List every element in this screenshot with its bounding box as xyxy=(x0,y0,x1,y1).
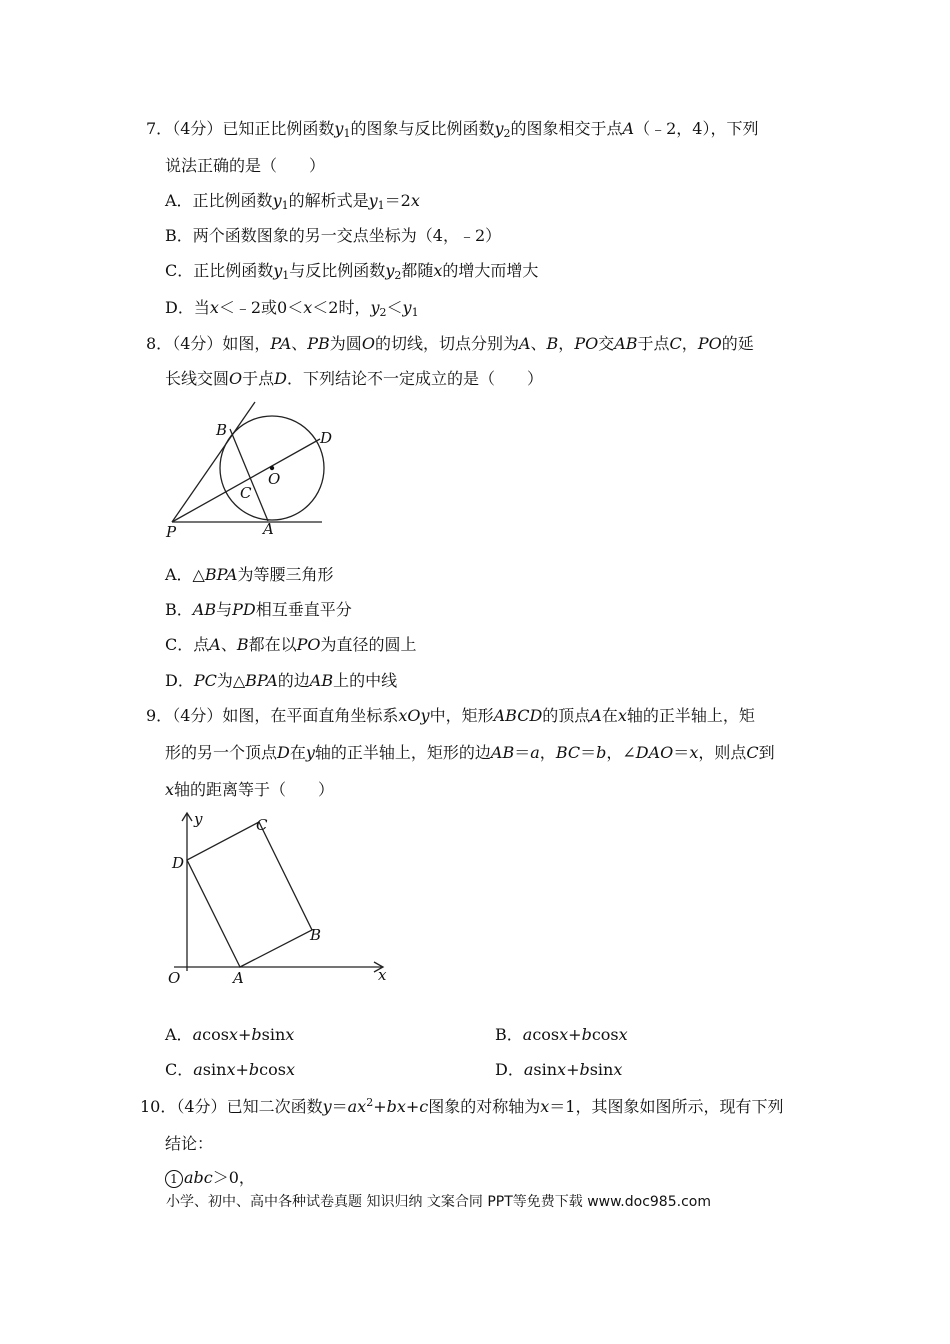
label-a: A xyxy=(263,520,274,538)
q9-option-b: B．acosx+bcosx xyxy=(495,1025,628,1044)
q7-option-a: A．正比例函数$y_1$的解析式是$y_1=2x$ xyxy=(165,191,420,212)
label-c: C xyxy=(240,484,252,502)
q8-option-b: B．AB与PD相互垂直平分 xyxy=(165,600,352,619)
label-b: B xyxy=(216,421,228,439)
q9-rectangle-figure xyxy=(160,808,395,993)
q10-stem-line2: 结论： xyxy=(165,1134,214,1153)
q7-option-c: C．正比例函数$y_1$与反比例函数$y_2$都随x的增大而增大 xyxy=(165,261,539,282)
label-p: P xyxy=(166,523,177,540)
label-d: D xyxy=(320,429,333,447)
q9-stem-line1: 9．（4分）如图，在平面直角坐标系xOy中，矩形ABCD的顶点A在x轴的正半轴上，矩 xyxy=(146,706,755,725)
label-x: x xyxy=(378,966,387,984)
q8-option-a: A．△BPA为等腰三角形 xyxy=(165,565,334,584)
circled-number: 1 xyxy=(165,1170,183,1188)
q8-stem-line2: 长线交圆O于点D．下列结论不一定成立的是（ ） xyxy=(165,369,543,388)
label-o: O xyxy=(168,969,181,987)
label-b: B xyxy=(310,926,322,944)
q8-circle-tangent-figure xyxy=(160,395,335,540)
line-pd xyxy=(172,439,320,522)
q7-stem-line2: 说法正确的是（ ） xyxy=(165,156,326,175)
page-footer: 小学、初中、高中各种试卷真题 知识归纳 文案合同 PPT等免费下载 www.doc985.com xyxy=(166,1194,711,1210)
tangent-pb xyxy=(172,402,255,522)
label-o: O xyxy=(268,470,281,488)
q8-option-d: D．PC为△BPA的边AB上的中线 xyxy=(165,671,398,690)
q7-stem-line1: 7．（4分）已知正比例函数$y_1$的图象与反比例函数$y_2$的图象相交于点A（﹣2，4），下列 xyxy=(146,119,759,140)
q10-item-1: 1 abc＞0， xyxy=(165,1167,255,1189)
rectangle-abcd xyxy=(187,822,312,967)
label-a: A xyxy=(233,969,244,987)
q8-stem-line1: 8．（4分）如图，PA、PB为圆O的切线，切点分别为A、B，PO交AB于点C，PO的延 xyxy=(146,334,754,353)
q10-stem-line1: 10．（4分）已知二次函数$y=ax^2+bx+c$图象的对称轴为x＝1，其图象如图所示，现有下列 xyxy=(140,1096,784,1116)
q8-option-c: C．点A、B都在以PO为直径的圆上 xyxy=(165,635,417,654)
q9-option-d: D．asinx+bsinx xyxy=(495,1060,623,1079)
chord-ab xyxy=(230,429,268,521)
label-c: C xyxy=(256,816,268,834)
label-d: D xyxy=(172,854,185,872)
q9-stem-line2: 形的另一个顶点D在y轴的正半轴上，矩形的边AB＝a，BC＝b，∠DAO＝x，则点C到 xyxy=(165,743,775,762)
label-y: y xyxy=(194,810,203,828)
q9-option-a: A．acosx+bsinx xyxy=(165,1025,295,1044)
q7-option-d: D．当x＜﹣2或0＜x＜2时，$y_2<y_1$ xyxy=(165,298,419,319)
q7-option-b: B．两个函数图象的另一交点坐标为（4，﹣2） xyxy=(165,226,502,245)
q9-option-c: C．asinx+bcosx xyxy=(165,1060,295,1079)
q9-stem-line3: x轴的距离等于（ ） xyxy=(165,780,335,799)
